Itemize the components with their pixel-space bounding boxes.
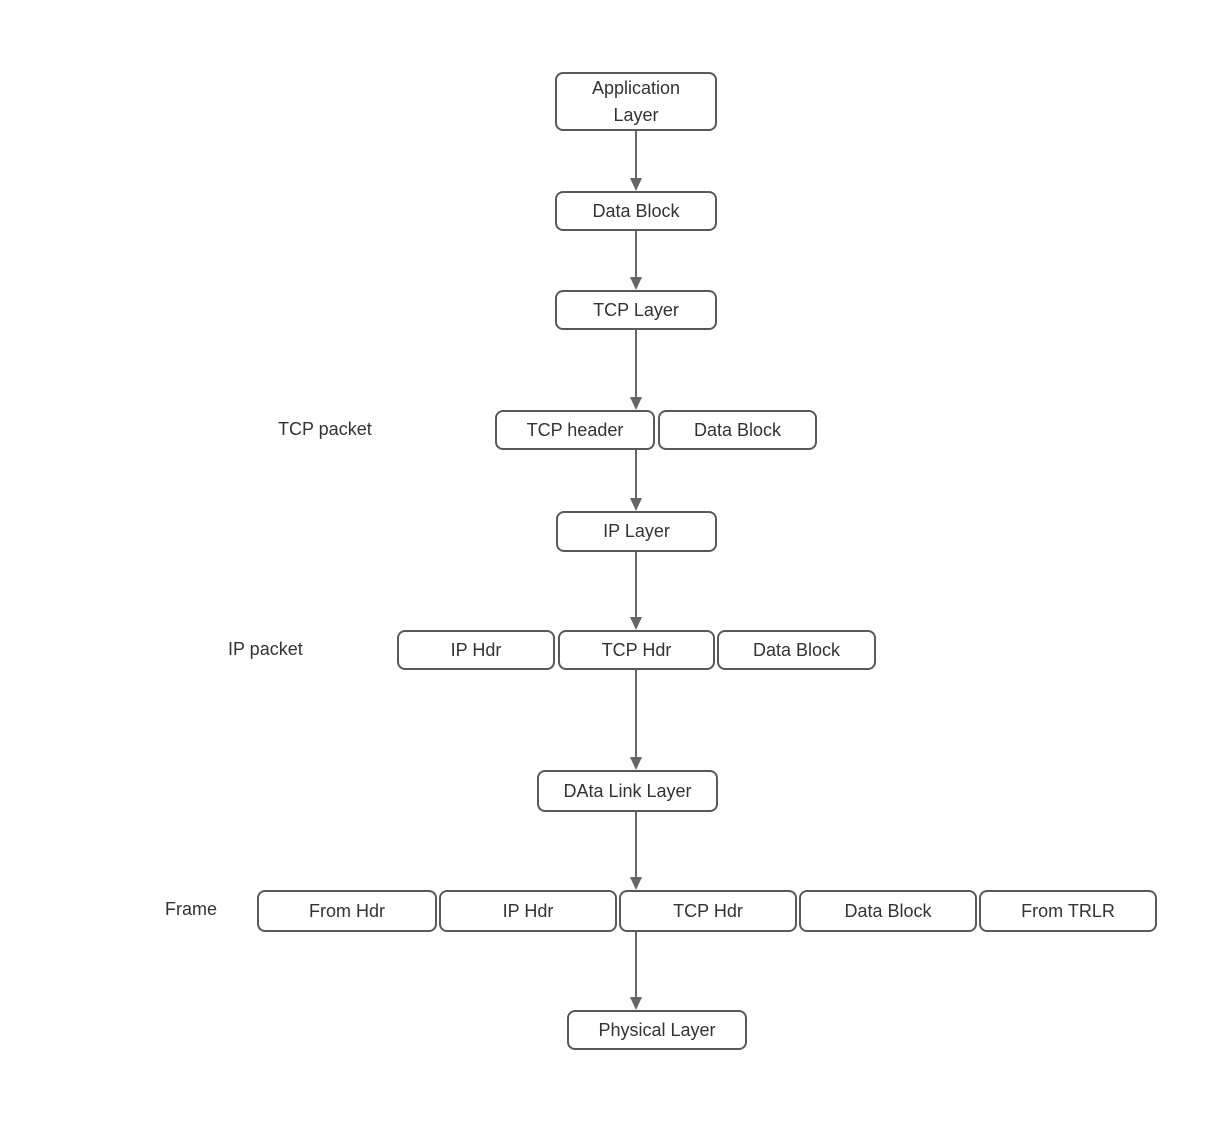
node-ip-layer: IP Layer (556, 511, 717, 552)
node-physical-layer: Physical Layer (567, 1010, 747, 1050)
row-label-tcp-packet: TCP packet (278, 419, 372, 439)
node-tcp-hdr-frame: TCP Hdr (619, 890, 797, 932)
node-data-link-layer: DAta Link Layer (537, 770, 718, 812)
node-from-trlr-frame: From TRLR (979, 890, 1157, 932)
node-data-block-tcp-packet: Data Block (658, 410, 817, 450)
row-label-ip-packet: IP packet (228, 639, 303, 659)
node-data-block-app: Data Block (555, 191, 717, 231)
node-ip-hdr-frame: IP Hdr (439, 890, 617, 932)
node-tcp-layer: TCP Layer (555, 290, 717, 330)
node-data-block-frame: Data Block (799, 890, 977, 932)
node-tcp-header: TCP header (495, 410, 655, 450)
node-data-block-ip-packet: Data Block (717, 630, 876, 670)
arrow-application-to-datablock-icon (630, 131, 642, 191)
arrow-ippacket-to-datalink-icon (630, 670, 642, 770)
node-tcp-hdr-ip-packet: TCP Hdr (558, 630, 715, 670)
arrow-iplayer-to-ippacket-icon (630, 552, 642, 630)
node-from-hdr-frame: From Hdr (257, 890, 437, 932)
arrow-datablock-to-tcplayer-icon (630, 231, 642, 290)
arrow-tcplayer-to-tcppacket-icon (630, 329, 642, 410)
arrow-datalink-to-frame-icon (630, 812, 642, 890)
arrow-tcppacket-to-iplayer-icon (630, 450, 642, 511)
node-ip-hdr-ip-packet: IP Hdr (397, 630, 555, 670)
arrow-frame-to-physical-icon (630, 932, 642, 1010)
node-application-layer: Application Layer (555, 72, 717, 131)
row-label-frame: Frame (165, 899, 218, 919)
